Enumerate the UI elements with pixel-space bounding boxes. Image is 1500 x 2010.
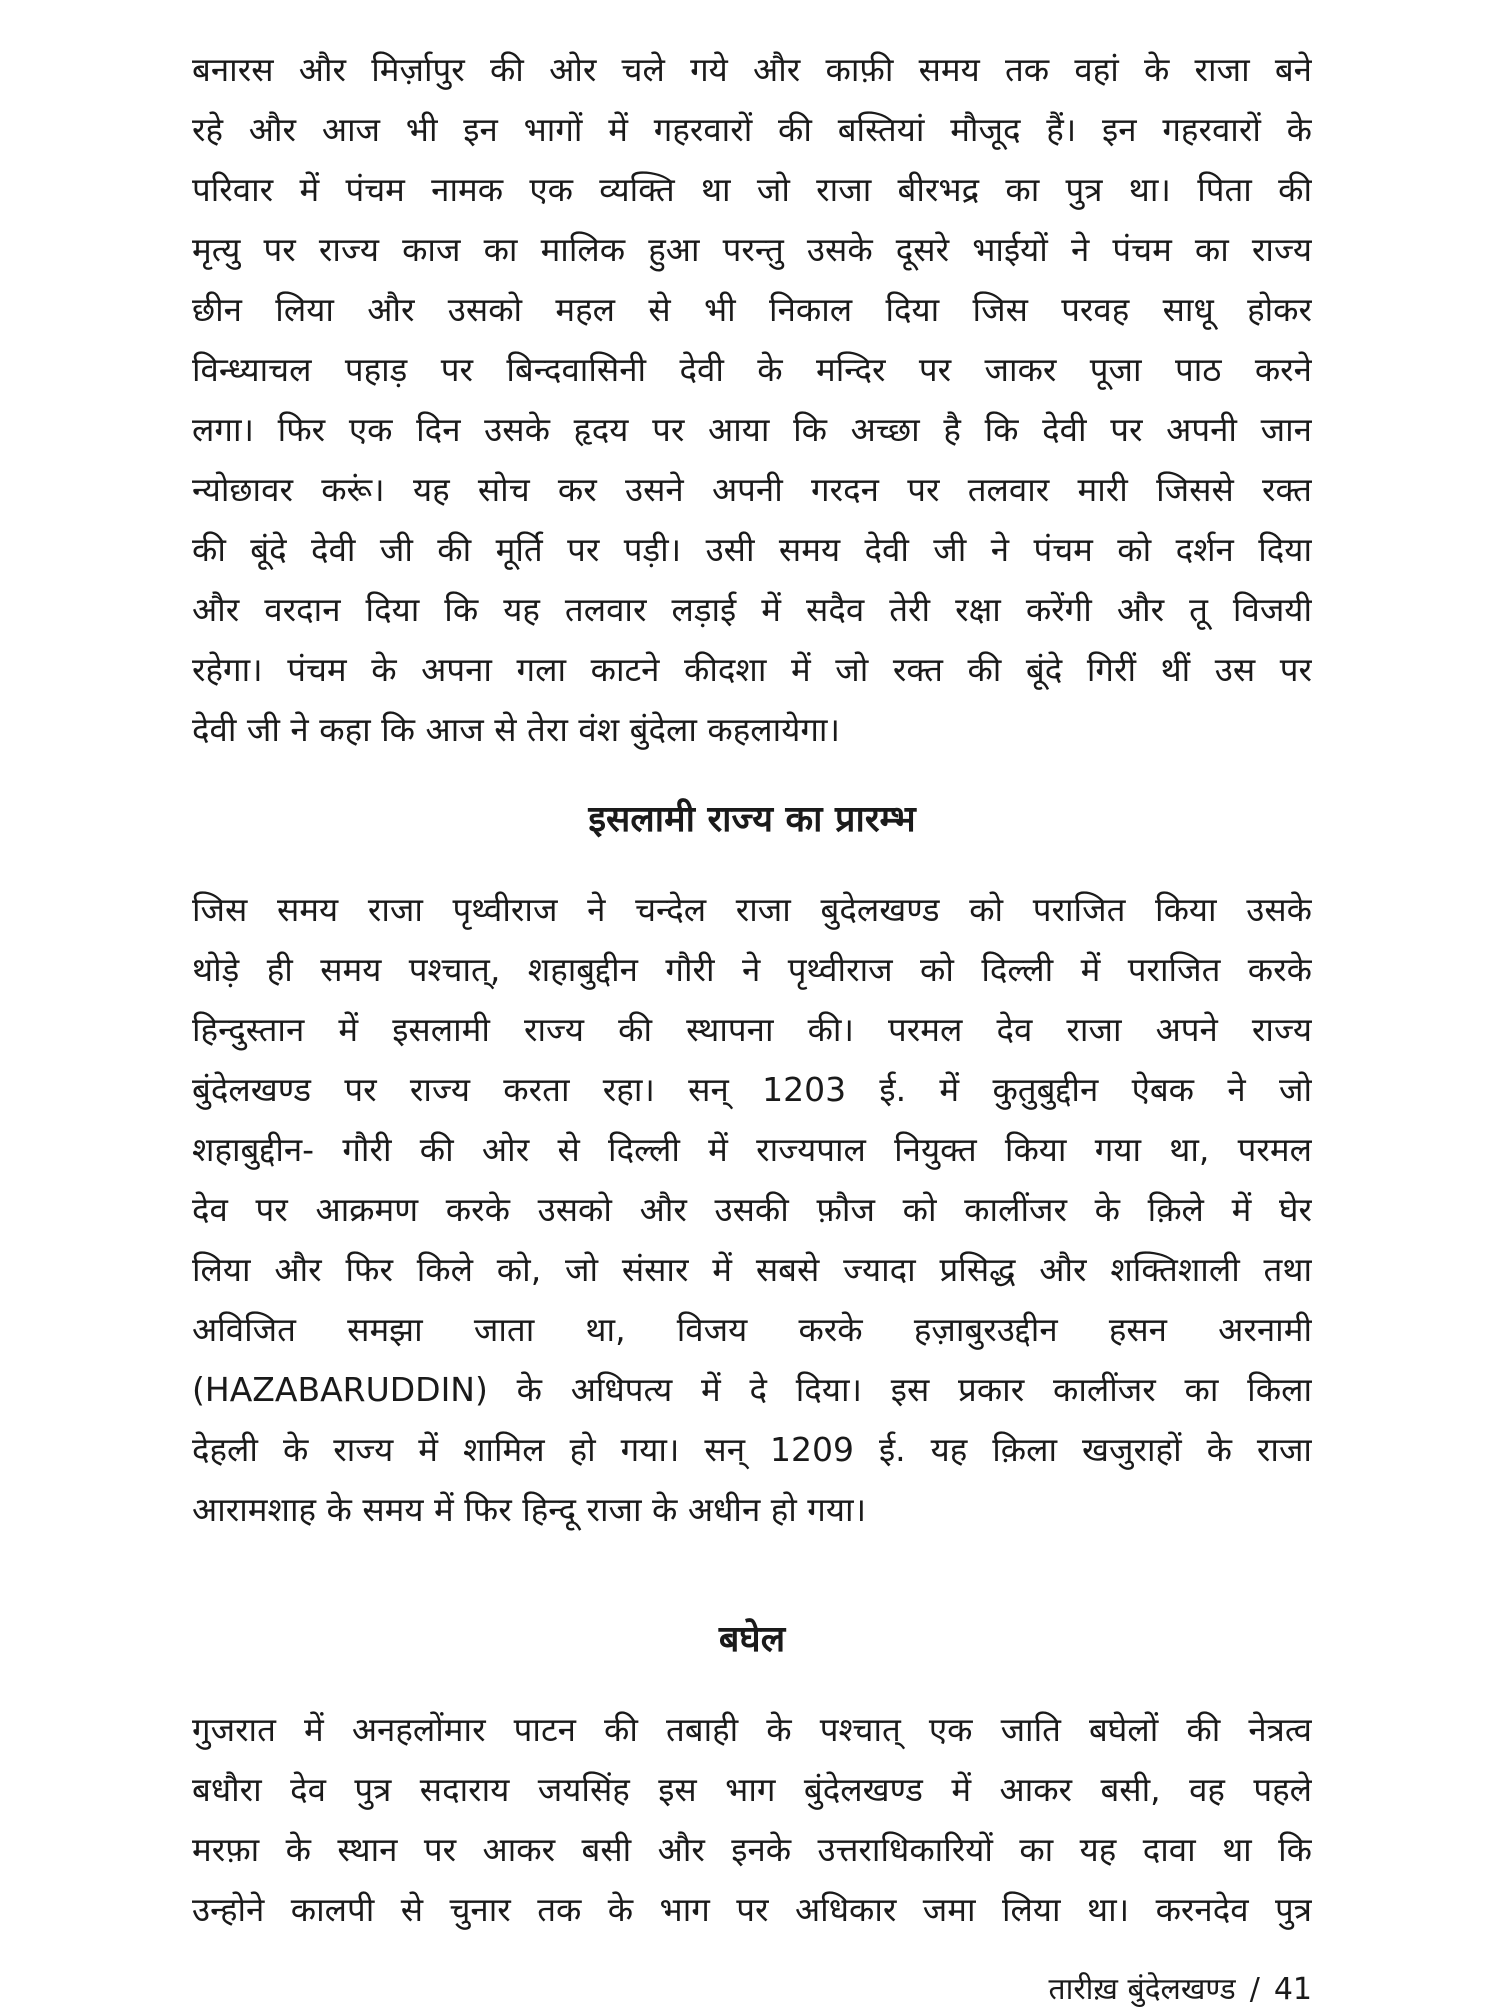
- text-line: और वरदान दिया कि यह तलवार लड़ाई में सदैव तेरी रक्षा करेंगी और तू विजयी: [192, 590, 1312, 629]
- footer-book-title: तारीख़ बुंदेलखण्ड: [1048, 1972, 1236, 2007]
- text-line: बधौरा देव पुत्र सदाराय जयसिंह इस भाग बुंदेलखण्ड में आकर बसी, वह पहले: [192, 1770, 1312, 1809]
- section-heading-islamic-rule: इसलामी राज्य का प्रारम्भ: [588, 799, 916, 840]
- text-line: देवी जी ने कहा कि आज से तेरा वंश बुंदेला कहलायेगा।: [192, 710, 840, 749]
- text-line: (HAZABARUDDIN) के अधिपत्य में दे दिया। इस प्रकार कालींजर का किला: [192, 1370, 1312, 1409]
- page-number: 41: [1273, 1972, 1312, 2007]
- text-line: की बूंदे देवी जी की मूर्ति पर पड़ी। उसी समय देवी जी ने पंचम को दर्शन दिया: [192, 530, 1312, 569]
- text-line: मृत्यु पर राज्य काज का मालिक हुआ परन्तु उसके दूसरे भाईयों ने पंचम का राज्य: [192, 230, 1312, 269]
- text-line: अविजित समझा जाता था, विजय करके हज़ाबुरउद्दीन हसन अरनामी: [192, 1310, 1312, 1349]
- text-line: उन्होने कालपी से चुनार तक के भाग पर अधिकार जमा लिया था। करनदेव पुत्र: [192, 1890, 1312, 1929]
- paragraph-islamic-rule: [192, 880, 1312, 1540]
- text-line: परिवार में पंचम नामक एक व्यक्ति था जो राजा बीरभद्र का पुत्र था। पिता की: [192, 170, 1312, 209]
- text-line: हिन्दुस्तान में इसलामी राज्य की स्थापना की। परमल देव राजा अपने राज्य: [192, 1010, 1312, 1049]
- text-line: मरफ़ा के स्थान पर आकर बसी और इनके उत्तराधिकारियों का यह दावा था कि: [192, 1830, 1312, 1869]
- text-line: लिया और फिर किले को, जो संसार में सबसे ज्यादा प्रसिद्ध और शक्तिशाली तथा: [192, 1250, 1312, 1289]
- text-line: रहेगा। पंचम के अपना गला काटने कीदशा में जो रक्त की बूंदे गिरीं थीं उस पर: [192, 650, 1312, 689]
- text-line: बुंदेलखण्ड पर राज्य करता रहा। सन् 1203 ई. में कुतुबुद्दीन ऐबक ने जो: [192, 1070, 1312, 1109]
- book-page: [192, 40, 1312, 2007]
- text-line: आरामशाह के समय में फिर हिन्दू राजा के अधीन हो गया।: [192, 1490, 867, 1529]
- text-line: देहली के राज्य में शामिल हो गया। सन् 1209 ई. यह क़िला खजुराहों के राजा: [192, 1430, 1312, 1469]
- text-line: बनारस और मिर्ज़ापुर की ओर चले गये और काफ़ी समय तक वहां के राजा बने: [192, 50, 1312, 89]
- text-line: लगा। फिर एक दिन उसके हृदय पर आया कि अच्छा है कि देवी पर अपनी जान: [192, 410, 1312, 449]
- text-line: गुजरात में अनहलोंमार पाटन की तबाही के पश्चात् एक जाति बघेलों की नेत्रत्व: [192, 1710, 1312, 1749]
- text-line: विन्ध्याचल पहाड़ पर बिन्दवासिनी देवी के मन्दिर पर जाकर पूजा पाठ करने: [192, 350, 1312, 389]
- paragraph-baghel: [192, 1700, 1312, 1940]
- paragraph-gaharwar-bundela: [192, 40, 1312, 760]
- text-line: थोड़े ही समय पश्चात्, शहाबुद्दीन गौरी ने पृथ्वीराज को दिल्ली में पराजित करके: [192, 950, 1312, 989]
- page-footer: [1048, 1970, 1312, 2010]
- text-line: शहाबुद्दीन- गौरी की ओर से दिल्ली में राज्यपाल नियुक्त किया गया था, परमल: [192, 1130, 1312, 1169]
- text-line: जिस समय राजा पृथ्वीराज ने चन्देल राजा बुदेलखण्ड को पराजित किया उसके: [192, 890, 1312, 929]
- footer-separator: /: [1249, 1972, 1260, 2007]
- text-line: रहे और आज भी इन भागों में गहरवारों की बस्तियां मौजूद हैं। इन गहरवारों के: [192, 110, 1312, 149]
- text-line: न्योछावर करूं। यह सोच कर उसने अपनी गरदन पर तलवार मारी जिससे रक्त: [192, 470, 1312, 509]
- text-line: छीन लिया और उसको महल से भी निकाल दिया जिस परवह साधू होकर: [192, 290, 1312, 329]
- section-heading-baghel: बघेल: [718, 1619, 786, 1660]
- text-line: देव पर आक्रमण करके उसको और उसकी फ़ौज को कालींजर के क़िले में घेर: [192, 1190, 1312, 1229]
